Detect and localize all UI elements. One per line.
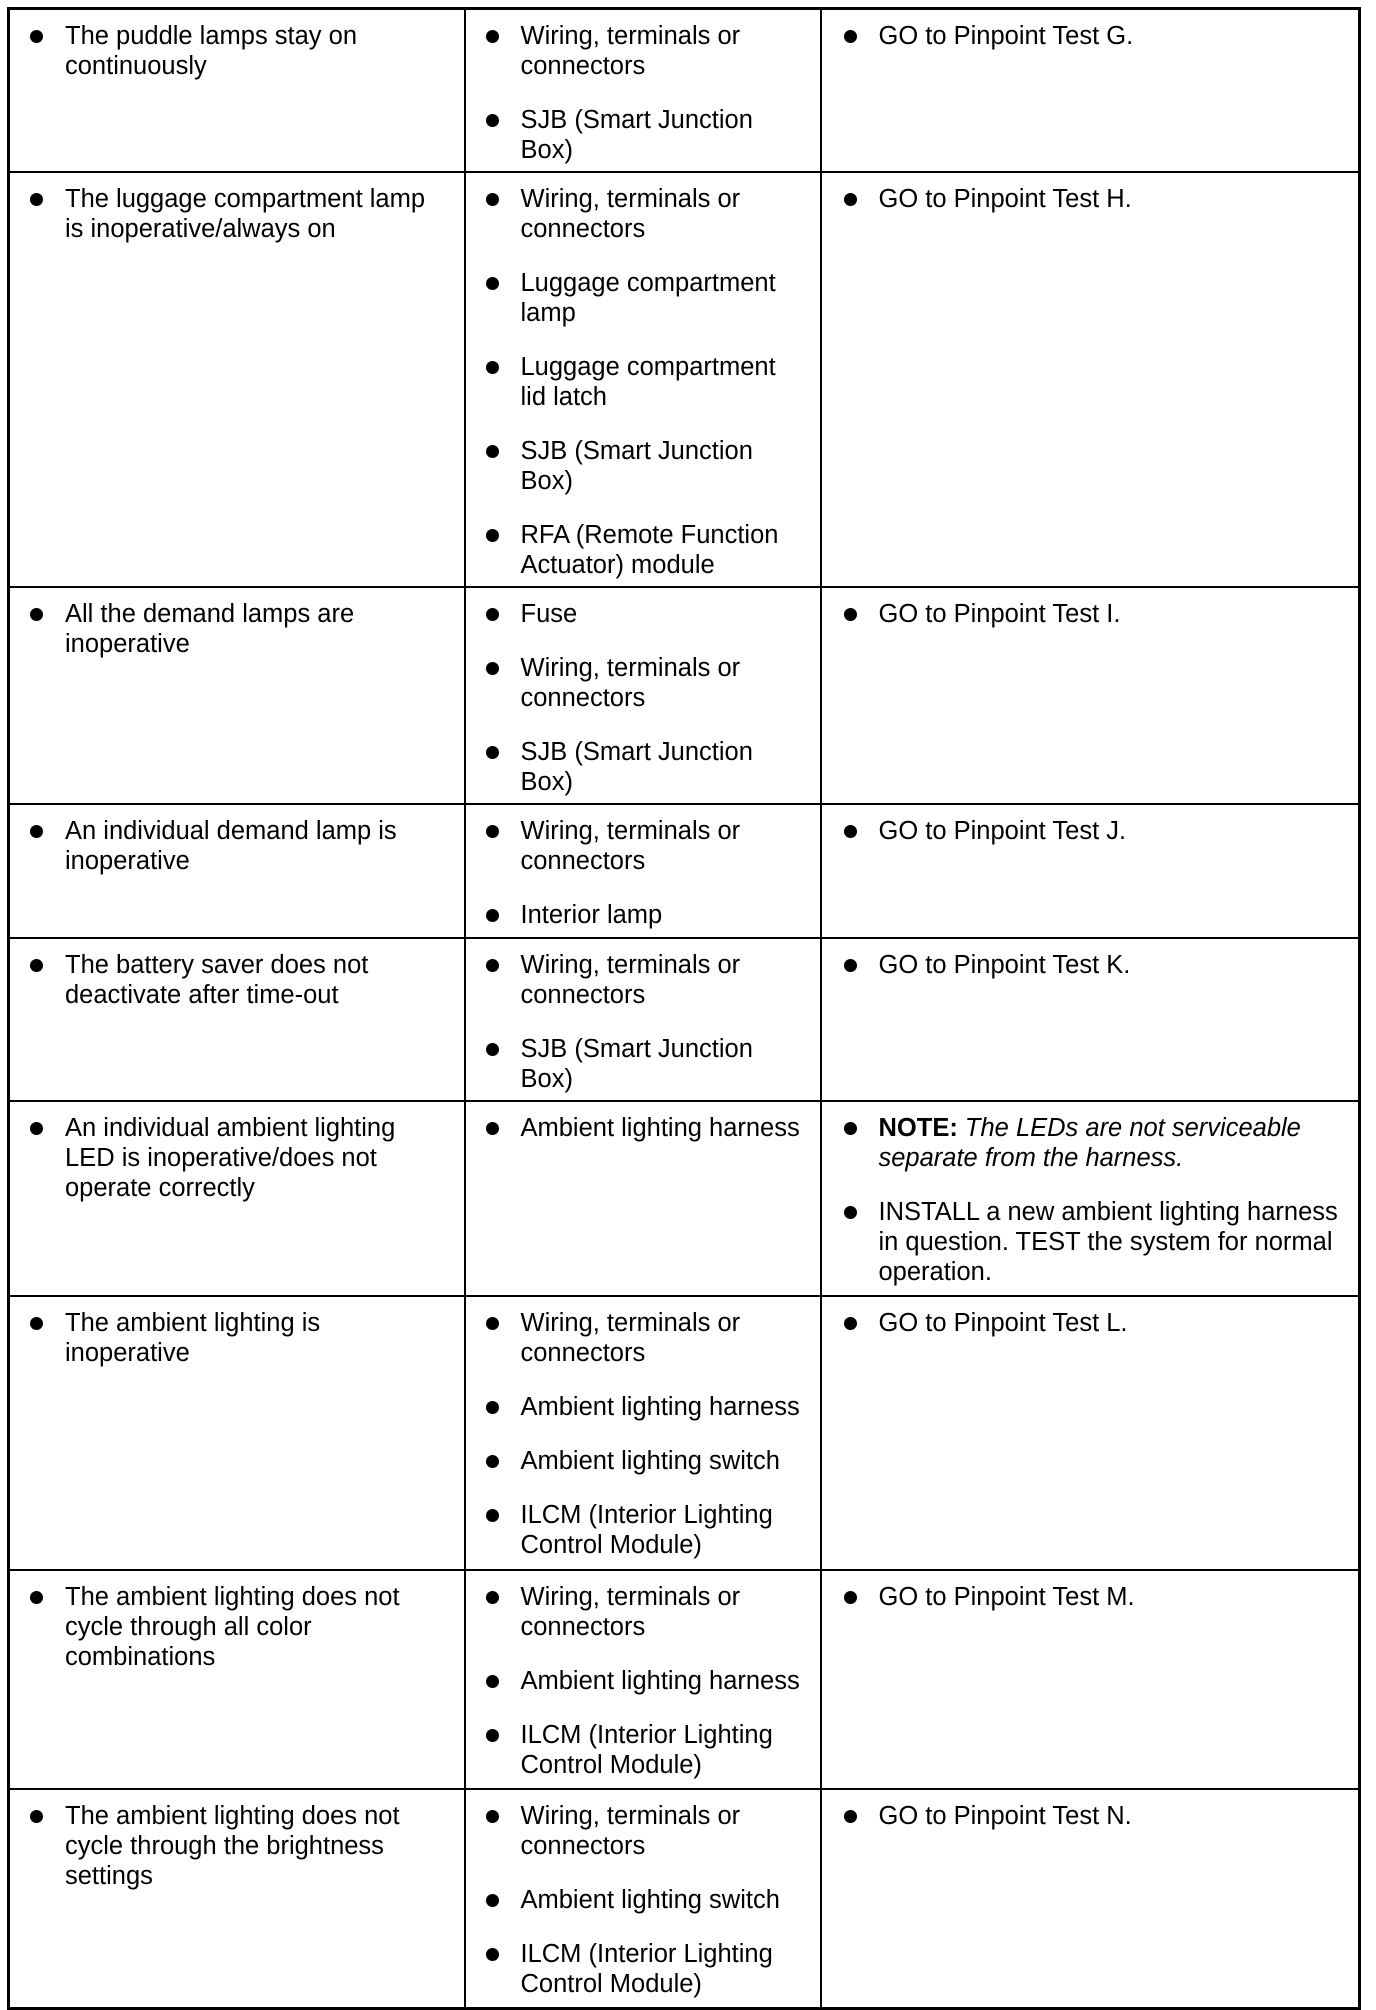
note-label: NOTE: — [878, 1114, 958, 1142]
possible-source-item: SJB (Smart Junction Box) — [478, 436, 808, 496]
condition-cell — [9, 1789, 465, 2008]
table-row — [9, 1570, 1360, 1789]
possible-source-cell — [465, 9, 821, 173]
action-cell — [821, 1296, 1360, 1570]
condition-text: The luggage compartment lamp is inoperative/always on — [22, 184, 450, 244]
action-cell — [821, 9, 1360, 173]
possible-source-item: ILCM (Interior Lighting Control Module) — [478, 1939, 808, 1999]
possible-source-item: Wiring, terminals or connectors — [478, 653, 808, 713]
action-cell — [821, 172, 1360, 587]
action-text: GO to Pinpoint Test M. — [836, 1582, 1345, 1612]
table-row — [9, 938, 1360, 1101]
condition-text: The battery saver does not deactivate after time-out — [22, 950, 450, 1010]
condition-cell — [9, 587, 465, 804]
action-text: GO to Pinpoint Test H. — [836, 184, 1345, 214]
possible-source-item: Fuse — [478, 599, 808, 629]
action-text: GO to Pinpoint Test L. — [836, 1308, 1345, 1338]
condition-cell — [9, 938, 465, 1101]
condition-cell — [9, 9, 465, 173]
condition-text: The ambient lighting does not cycle through all color combinations — [22, 1582, 450, 1672]
possible-source-cell — [465, 172, 821, 587]
action-text: GO to Pinpoint Test G. — [836, 21, 1345, 51]
possible-source-item: ILCM (Interior Lighting Control Module) — [478, 1720, 808, 1780]
possible-source-item: Wiring, terminals or connectors — [478, 816, 808, 876]
note-text: The LEDs are not serviceable separate from the harness. — [878, 1114, 1301, 1172]
possible-source-cell — [465, 938, 821, 1101]
action-cell — [821, 1570, 1360, 1789]
symptom-chart-table — [7, 7, 1361, 2010]
possible-source-item: Ambient lighting harness — [478, 1113, 808, 1143]
possible-source-cell — [465, 804, 821, 938]
action-text: GO to Pinpoint Test K. — [836, 950, 1345, 980]
possible-source-cell — [465, 1789, 821, 2008]
table-row — [9, 1296, 1360, 1570]
condition-text: The ambient lighting does not cycle through the brightness settings — [22, 1801, 450, 1891]
possible-source-item: ILCM (Interior Lighting Control Module) — [478, 1500, 808, 1560]
table-row — [9, 9, 1360, 173]
condition-text: All the demand lamps are inoperative — [22, 599, 450, 659]
action-cell — [821, 587, 1360, 804]
action-text: GO to Pinpoint Test I. — [836, 599, 1345, 629]
possible-source-item: Wiring, terminals or connectors — [478, 950, 808, 1010]
possible-source-item: Interior lamp — [478, 900, 808, 930]
possible-source-cell — [465, 587, 821, 804]
condition-text: An individual ambient lighting LED is inoperative/does not operate correctly — [22, 1113, 450, 1203]
condition-text: An individual demand lamp is inoperative — [22, 816, 450, 876]
action-cell — [821, 1789, 1360, 2008]
action-cell — [821, 1101, 1360, 1296]
possible-source-cell — [465, 1101, 821, 1296]
possible-source-item: Wiring, terminals or connectors — [478, 1801, 808, 1861]
condition-cell — [9, 1570, 465, 1789]
possible-source-cell — [465, 1570, 821, 1789]
condition-cell — [9, 1296, 465, 1570]
possible-source-item: Luggage compartment lamp — [478, 268, 808, 328]
possible-source-item: Ambient lighting harness — [478, 1392, 808, 1422]
action-text: GO to Pinpoint Test J. — [836, 816, 1345, 846]
possible-source-item: Wiring, terminals or connectors — [478, 21, 808, 81]
action-cell — [821, 804, 1360, 938]
condition-cell — [9, 804, 465, 938]
note-item — [836, 1113, 1345, 1173]
condition-cell — [9, 1101, 465, 1296]
possible-source-item: Wiring, terminals or connectors — [478, 184, 808, 244]
table-row — [9, 172, 1360, 587]
table-row — [9, 1789, 1360, 2008]
possible-source-item: Wiring, terminals or connectors — [478, 1308, 808, 1368]
action-text: GO to Pinpoint Test N. — [836, 1801, 1345, 1831]
possible-source-cell — [465, 1296, 821, 1570]
table-row — [9, 587, 1360, 804]
possible-source-item: RFA (Remote Function Actuator) module — [478, 520, 808, 580]
condition-text: The puddle lamps stay on continuously — [22, 21, 450, 81]
possible-source-item: Luggage compartment lid latch — [478, 352, 808, 412]
table-row — [9, 1101, 1360, 1296]
possible-source-item: Wiring, terminals or connectors — [478, 1582, 808, 1642]
possible-source-item: Ambient lighting switch — [478, 1446, 808, 1476]
action-text: INSTALL a new ambient lighting harness in question. TEST the system for normal operation. — [836, 1197, 1345, 1287]
possible-source-item: SJB (Smart Junction Box) — [478, 1034, 808, 1094]
condition-cell — [9, 172, 465, 587]
possible-source-item: SJB (Smart Junction Box) — [478, 105, 808, 165]
condition-text: The ambient lighting is inoperative — [22, 1308, 450, 1368]
action-cell — [821, 938, 1360, 1101]
table-row — [9, 804, 1360, 938]
possible-source-item: SJB (Smart Junction Box) — [478, 737, 808, 797]
possible-source-item: Ambient lighting switch — [478, 1885, 808, 1915]
possible-source-item: Ambient lighting harness — [478, 1666, 808, 1696]
